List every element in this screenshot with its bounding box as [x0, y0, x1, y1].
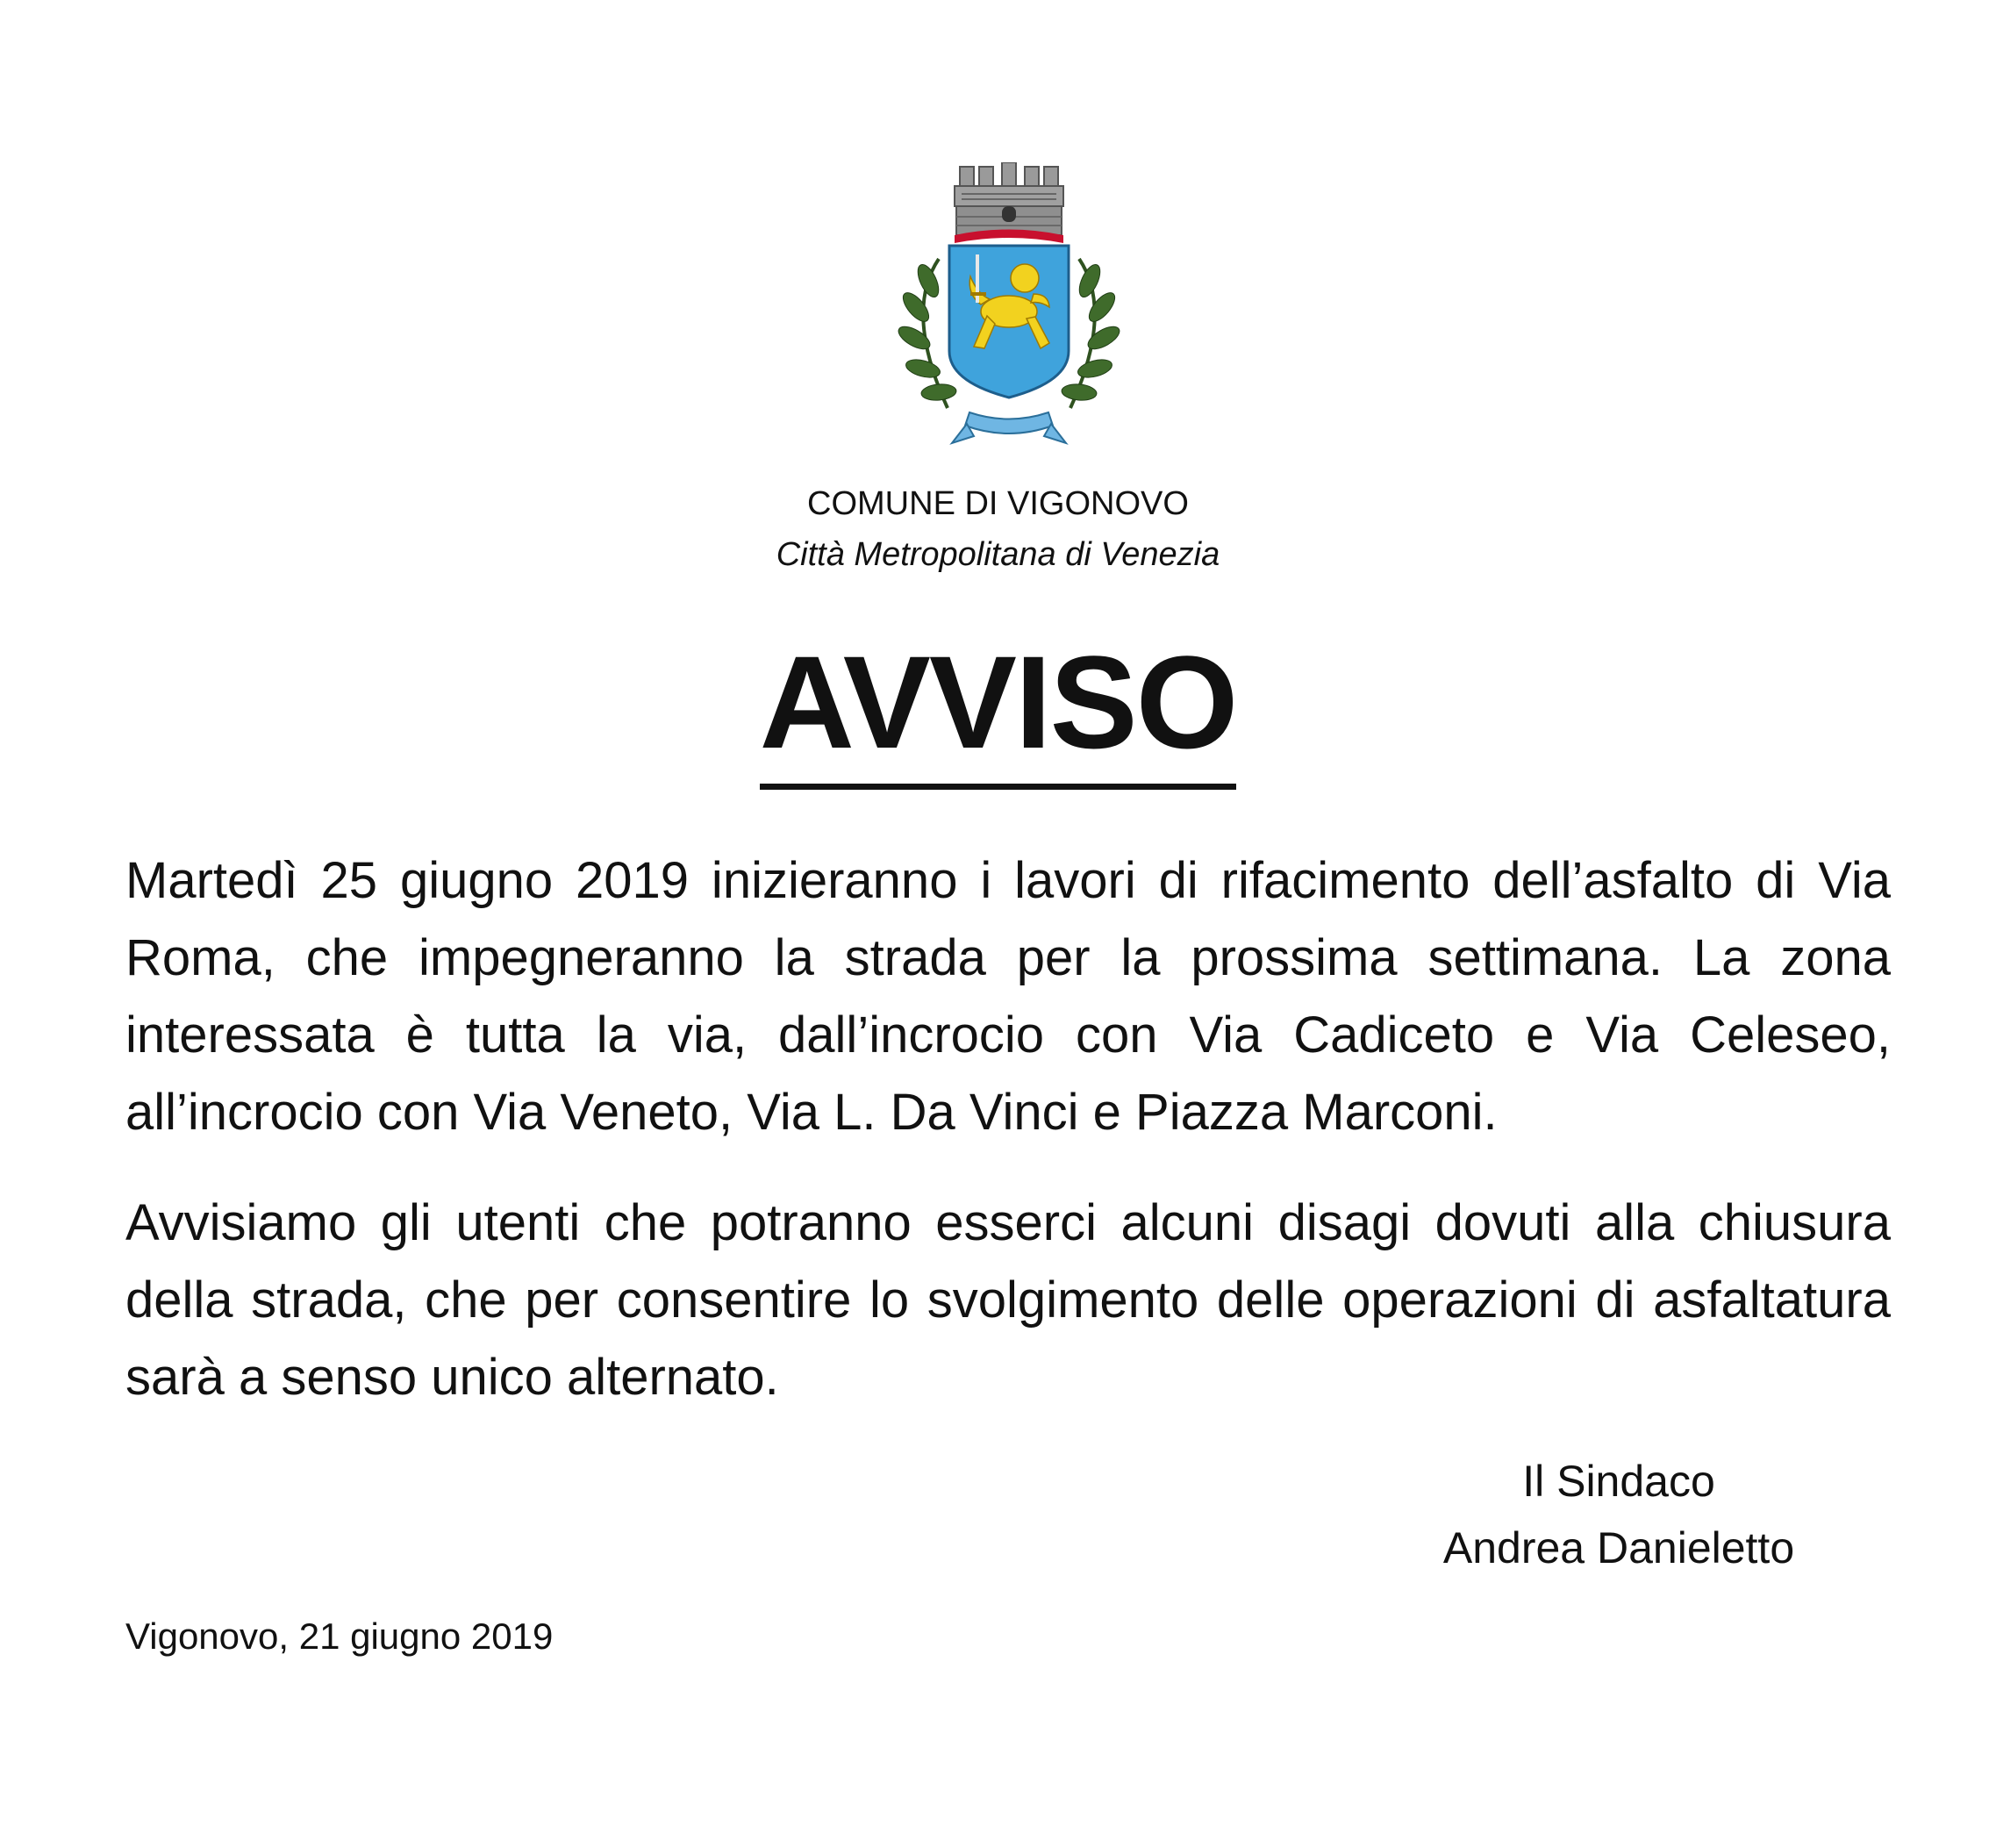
municipal-coat-of-arms: [886, 162, 1132, 452]
notice-title-block: [0, 628, 1996, 790]
notice-paragraph: Martedì 25 giugno 2019 inizieranno i lavori di rifacimento dell’asfalto di Via Roma, che impegneranno la strada per la prossima settimana. La zona interessata è tutta la via, dall’incrocio con Via Cadiceto e Via Celeseo, all’incrocio con Via Veneto, Via L. Da Vinci e Piazza Marconi.: [125, 852, 1891, 1141]
notice-body: [125, 842, 1891, 1450]
place-date: Vigonovo, 21 giugno 2019: [125, 1615, 554, 1657]
coat-of-arms-icon: [886, 162, 1132, 452]
signature-block: [1369, 1448, 1869, 1581]
municipality-name: COMUNE DI VIGONOVO: [807, 485, 1189, 522]
municipality-region: Città Metropolitana di Venezia: [776, 536, 1220, 573]
crown-icon: [955, 162, 1063, 243]
signature-role: Il Sindaco: [1522, 1457, 1715, 1506]
notice-title: AVVISO: [760, 636, 1237, 790]
signature-name: Andrea Danieletto: [1442, 1523, 1795, 1572]
notice-paragraph: Avvisiamo gli utenti che potranno esserci alcuni disagi dovuti alla chiusura della strada, che per consentire lo svolgimento delle operazioni di asfaltatura sarà a senso unico alternato.: [125, 1194, 1891, 1406]
shield-icon: [949, 246, 1069, 398]
municipality-header: [0, 478, 1996, 580]
ribbon-icon: [952, 412, 1066, 443]
